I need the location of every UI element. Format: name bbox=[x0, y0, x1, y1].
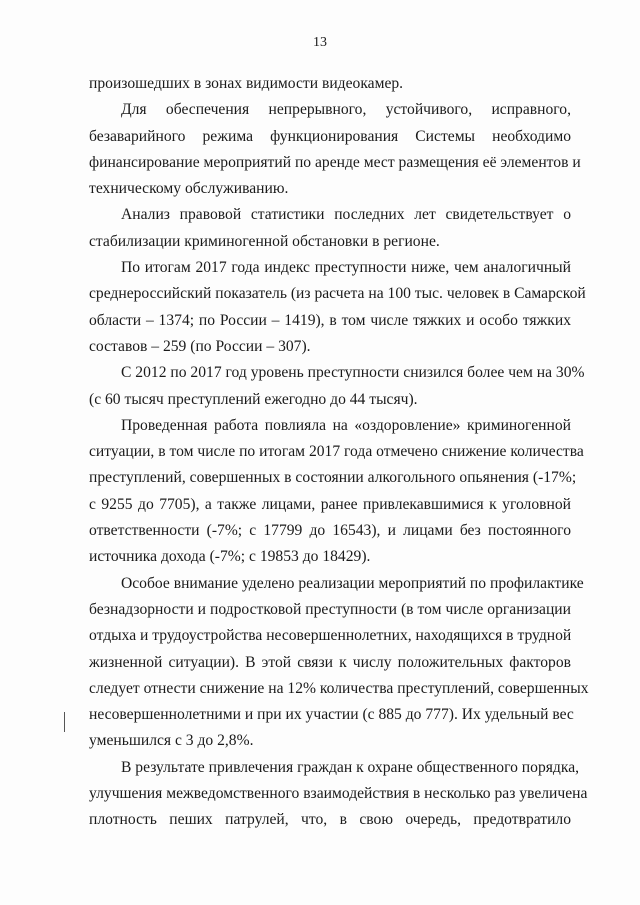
text-line: улучшения межведомственного взаимодействия в несколько раз увеличена bbox=[89, 785, 588, 803]
text-line: (с 60 тысяч преступлений ежегодно до 44 тысяч). bbox=[89, 390, 418, 408]
text-line: Проведенная работа повлияла на «оздоровление» криминогенной bbox=[121, 416, 571, 434]
text-line: преступлений, совершенных в состоянии алкогольного опьянения (-17%; bbox=[89, 469, 577, 487]
text-line: следует отнести снижение на 12% количества преступлений, совершенных bbox=[89, 679, 589, 697]
page-number: 13 bbox=[313, 35, 327, 50]
text-line: Особое внимание уделено реализации мероприятий по профилактике bbox=[121, 574, 584, 592]
paragraph bbox=[89, 360, 585, 413]
text-line: техническому обслуживанию. bbox=[89, 180, 289, 198]
text-line: плотность пеших патрулей, что, в свою очередь, предотвратило bbox=[89, 811, 571, 829]
body-text bbox=[89, 71, 589, 834]
text-line: с 9255 до 7705), а также лицами, ранее привлекавшимися к уголовной bbox=[89, 495, 571, 513]
paragraph bbox=[89, 255, 586, 360]
paragraph bbox=[89, 97, 581, 202]
paragraph bbox=[89, 71, 571, 97]
text-line: отдыха и трудоустройства несовершеннолетних, находящихся в трудной bbox=[89, 627, 572, 645]
text-line: произошедших в зонах видимости видеокамер. bbox=[89, 75, 404, 92]
text-line: финансирование мероприятий по аренде мест размещения её элементов и bbox=[89, 153, 581, 171]
text-line: ответственности (-7%; с 17799 до 16543), и лицами без постоянного bbox=[89, 522, 571, 540]
paragraph bbox=[89, 571, 589, 755]
paragraph bbox=[89, 202, 571, 255]
text-line: стабилизации криминогенной обстановки в регионе. bbox=[89, 232, 440, 250]
text-line: По итогам 2017 года индекс преступности ниже, чем аналогичный bbox=[121, 259, 571, 277]
text-line: безнадзорности и подростковой преступности (в том числе организации bbox=[89, 600, 571, 618]
text-line: жизненной ситуации). В этой связи к числу положительных факторов bbox=[89, 653, 571, 671]
text-line: ситуации, в том числе по итогам 2017 года отмечено снижение количества bbox=[89, 443, 584, 461]
text-line: безаварийного режима функционирования Системы необходимо bbox=[89, 127, 571, 145]
text-line: среднероссийский показатель (из расчета на 100 тыс. человек в Самарской bbox=[89, 285, 586, 303]
text-line: составов – 259 (по России – 307). bbox=[89, 337, 311, 355]
text-line: источника дохода (-7%; с 19853 до 18429). bbox=[89, 548, 371, 566]
text-line: В результате привлечения граждан к охране общественного порядка, bbox=[121, 758, 580, 776]
paragraph bbox=[89, 413, 584, 571]
text-line: уменьшился с 3 до 2,8%. bbox=[89, 732, 254, 750]
text-line: Для обеспечения непрерывного, устойчивого, исправного, bbox=[121, 101, 571, 119]
margin-mark bbox=[64, 712, 65, 732]
text-line: С 2012 по 2017 год уровень преступности снизился более чем на 30% bbox=[121, 364, 585, 382]
paragraph bbox=[89, 755, 588, 834]
text-line: области – 1374; по России – 1419), в том числе тяжких и особо тяжких bbox=[89, 311, 571, 329]
text-line: Анализ правовой статистики последних лет свидетельствует о bbox=[121, 206, 571, 224]
text-line: несовершеннолетними и при их участии (с 885 до 777). Их удельный вес bbox=[89, 706, 574, 724]
